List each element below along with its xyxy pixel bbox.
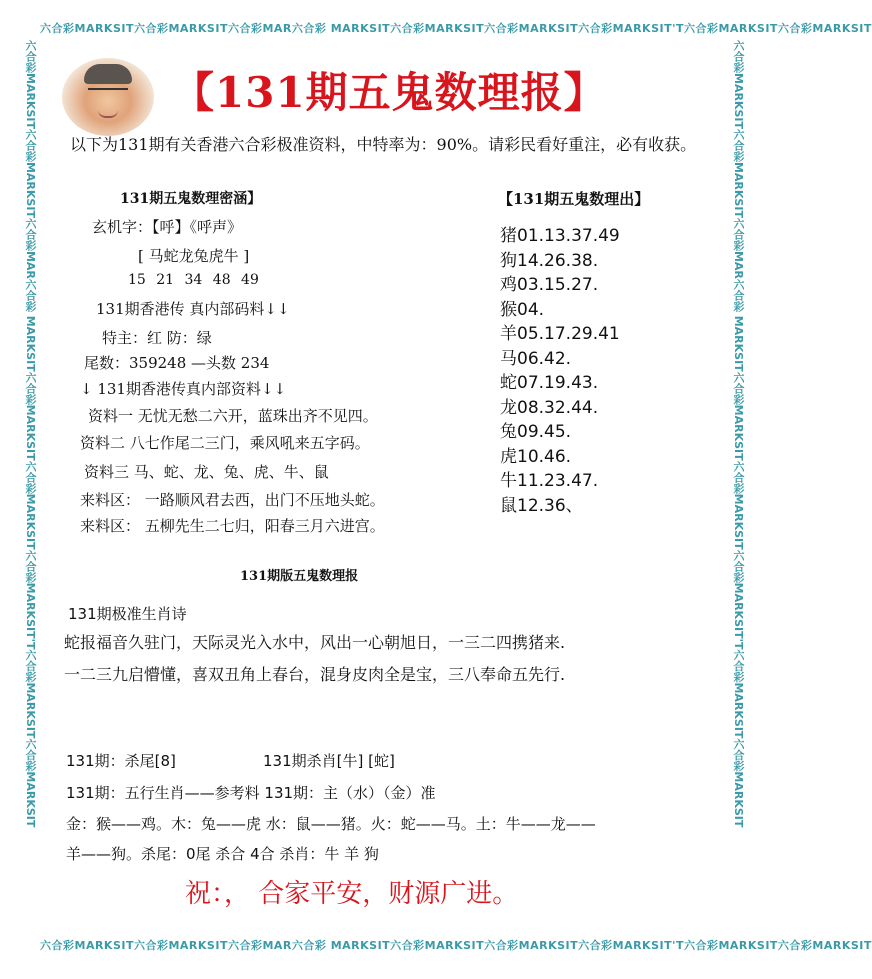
zodiac-number-list	[500, 224, 620, 518]
info-label: 资料二	[80, 434, 126, 452]
blessing-text: 祝：， 合家平安，财源广进。	[185, 879, 519, 909]
list-item: 虎10.46.	[500, 446, 572, 467]
kill-tail-line: 131期：杀尾[8]	[66, 752, 176, 770]
kill-summary-line: 羊——狗。杀尾：0尾 杀合 4合 杀肖：牛 羊 狗	[66, 845, 379, 863]
list-item: 龙08.32.44.	[500, 397, 599, 418]
list-item: 鼠12.36、	[500, 495, 583, 516]
intro-text: 以下为131期有关香港六合彩极准资料，中特率为：90%。请彩民看好重注，必有收获。	[70, 135, 697, 154]
border-right: 六合彩MARKSIT六合彩MARKSIT六合彩MAR六合彩 MARKSIT六合彩MARKSIT六合彩MARKSIT六合彩MARKSIT'T六合彩MARKSIT六合彩MARKSIT	[732, 40, 745, 828]
info-text: 五柳先生二七归，阳春三月六进宫。	[144, 517, 385, 535]
list-item: 兔09.45.	[500, 422, 572, 442]
border-top: 六合彩MARKSIT六合彩MARKSIT六合彩MAR六合彩 MARKSIT六合彩MARKSIT六合彩MARKSIT六合彩MARKSIT'T六合彩MARKSIT六合彩MARKSIT	[40, 22, 872, 35]
list-item: 马06.42.	[500, 348, 572, 369]
hk-info-line: ↓ 131期香港传真内部资料↓↓	[80, 380, 287, 398]
info-text: 一路顺风君去西，出门不压地头蛇。	[144, 491, 385, 509]
xuanji-line: 玄机字：【呼】《呼声》	[92, 218, 243, 236]
avatar	[62, 58, 154, 136]
zodiac-line: [ 马蛇龙兔虎牛 ]	[138, 247, 250, 265]
special-line: 特主：红 防：绿	[102, 329, 212, 347]
list-item: 蛇07.19.43.	[500, 373, 599, 393]
info-label: 资料一	[88, 407, 134, 425]
info-label: 资料三	[84, 463, 130, 481]
five-elements-line: 131期：五行生肖——参考料 131期：主（水）（金）准	[66, 784, 436, 802]
info-row	[88, 405, 378, 426]
page-title: 【131期五鬼数理报】	[172, 68, 607, 117]
avatar-glasses	[88, 88, 128, 98]
list-item: 猴04.	[500, 299, 545, 320]
info-text: 八七作尾二三门，乘风吼来五字码。	[129, 434, 370, 452]
right-heading: 【131期五鬼数理出】	[498, 190, 650, 208]
list-item: 鸡03.15.27.	[500, 275, 599, 295]
list-item: 牛11.23.47.	[500, 471, 599, 491]
list-item: 羊05.17.29.41	[500, 324, 620, 344]
sub-heading: 131期版五鬼数理报	[240, 569, 359, 584]
info-row	[80, 432, 370, 453]
info-row	[80, 515, 385, 536]
border-left: 六合彩MARKSIT六合彩MARKSIT六合彩MAR六合彩 MARKSIT六合彩MARKSIT六合彩MARKSIT六合彩MARKSIT'T六合彩MARKSIT六合彩MARKSIT	[24, 40, 37, 828]
info-label: 来料区：	[80, 491, 141, 509]
border-bottom: 六合彩MARKSIT六合彩MARKSIT六合彩MAR六合彩 MARKSIT六合彩MARKSIT六合彩MARKSIT六合彩MARKSIT'T六合彩MARKSIT六合彩MARKSIT	[40, 939, 872, 952]
hk-code-line: 131期香港传 真内部码料↓↓	[96, 300, 290, 318]
avatar-mouth	[98, 110, 118, 118]
elements-mapping-line: 金：猴——鸡。木：兔——虎 水：鼠——猪。火：蛇——马。土：牛——龙——	[66, 815, 596, 833]
kill-zodiac-line: 131期杀肖[牛] [蛇]	[263, 752, 395, 770]
info-label: 来料区：	[80, 517, 141, 535]
left-heading: 131期五鬼数理密涵】	[120, 191, 262, 207]
numbers-line: 15 21 34 48 49	[128, 272, 259, 288]
info-text: 马、蛇、龙、兔、虎、牛、鼠	[133, 463, 329, 481]
info-text: 无忧无愁二六开，蓝珠出齐不见四。	[137, 407, 378, 425]
poem-line: 蛇报福音久驻门，天际灵光入水中，风出一心朝旭日，一三二四携猪来.	[64, 633, 566, 652]
tail-line: 尾数：359248 —头数 234	[84, 354, 270, 372]
info-row	[80, 489, 385, 510]
poem-heading: 131期极准生肖诗	[68, 605, 187, 623]
info-row	[84, 461, 329, 482]
list-item: 狗14.26.38.	[500, 250, 599, 271]
list-item: 猪01.13.37.49	[500, 226, 620, 246]
poem-line: 一二三九启懵懂，喜双丑角上春台，混身皮肉全是宝，三八奉命五先行.	[64, 665, 566, 684]
avatar-hair	[84, 64, 132, 84]
